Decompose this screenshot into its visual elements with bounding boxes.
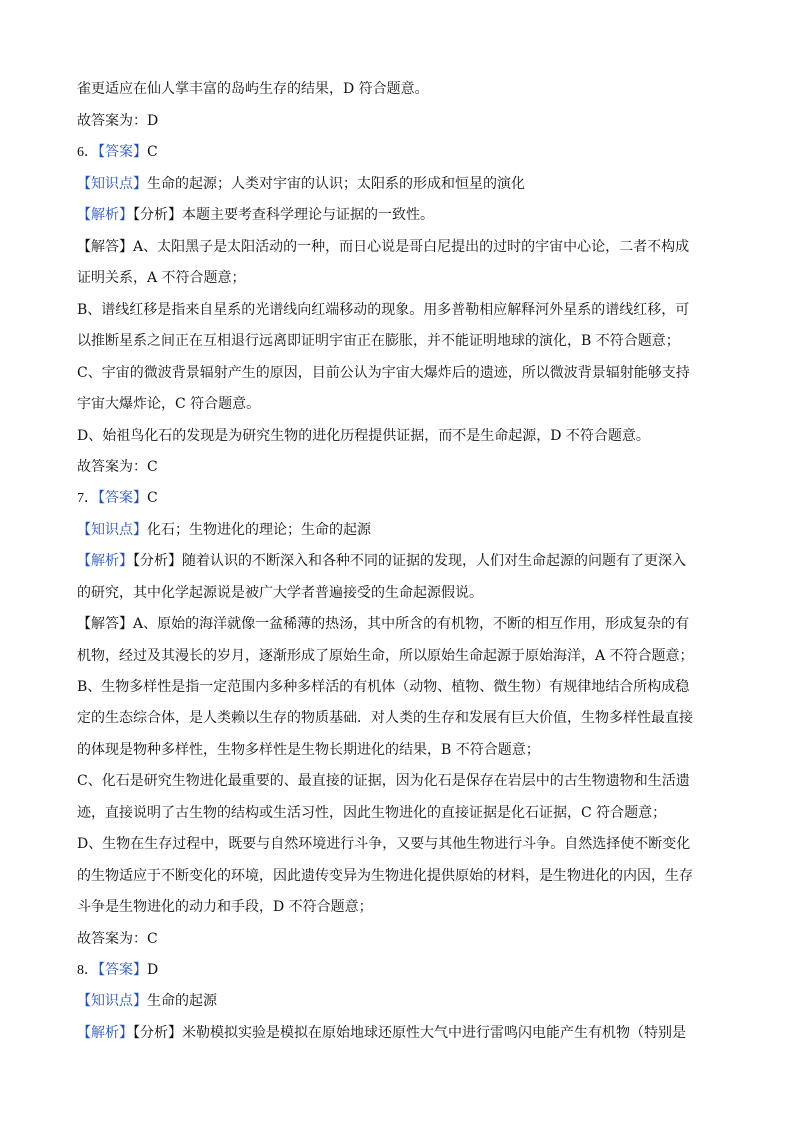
solution-tag: 【解答】 (77, 239, 133, 255)
text-line: B、生物多样性是指一定范围内多种多样活的有机体（动物、植物、微生物）有规律地结合所构成稳 (77, 679, 690, 695)
question-number: 8． (77, 963, 98, 978)
text-line: 的研究，其中化学起源说是被广大学者普遍接受的生命起源假说。 (77, 585, 483, 601)
text-line: B、谱线红移是指来自星系的光谱线向红端移动的现象。用多普勒相应解释河外星系的谱线红移，可 (77, 302, 690, 318)
answer-tag: 【答案】 (98, 962, 147, 978)
analysis-tag: 【解析】 (77, 553, 133, 569)
text-line: 以推断星系之间正在互相退行远离即证明宇宙正在膨胀，并不能证明地球的演化，B 不符合题意； (77, 333, 680, 349)
question-8-answer-line: 8．【答案】D (77, 962, 159, 978)
text-line: 宇宙大爆炸论，C 符合题意。 (77, 396, 261, 412)
analysis-sub-tag: 【分析】 (133, 1025, 182, 1041)
answer-tag: 【答案】 (98, 144, 147, 160)
question-number: 7． (77, 491, 98, 506)
text-line: 证明关系，A 不符合题意； (77, 270, 246, 286)
text-line: C、化石是研究生物进化最重要的、最直接的证据，因为化石是保存在岩层中的古生物遗物和生活遗 (77, 773, 690, 789)
text-line: 机物，经过及其漫长的岁月，逐渐形成了原始生命，所以原始生命起源于原始海洋，A 不符合题意； (77, 648, 694, 664)
text-line: 雀更适应在仙人掌丰富的岛屿生存的结果，D 符合题意。 (77, 81, 429, 97)
answer-line: 故答案为：D (77, 113, 159, 129)
analysis-line: 【解析】【分析】随着认识的不断深入和各种不同的证据的发现，人们对生命起源的问题有了更深入 (77, 553, 686, 569)
text-line: C、宇宙的微波背景辐射产生的原因，目前公认为宇宙大爆炸后的遗迹，所以微波背景辐射能够支持 (77, 365, 690, 381)
text-line: 迹，直接说明了古生物的结构或生活习性，因此生物进化的直接证据是化石证据，C 符合题意； (77, 805, 667, 821)
knowledge-tag: 【知识点】 (77, 522, 147, 538)
text-line: 定的生态综合体，是人类赖以生存的物质基础．对人类的生存和发展有巨大价值，生物多样性最直接 (77, 710, 693, 726)
analysis-sub-tag: 【分析】 (133, 553, 182, 569)
analysis-line: 【解析】【分析】本题主要考查科学理论与证据的一致性。 (77, 207, 434, 223)
analysis-sub-tag: 【分析】 (133, 207, 182, 223)
knowledge-point-line: 【知识点】化石；生物进化的理论；生命的起源 (77, 522, 371, 538)
knowledge-point-line: 【知识点】生命的起源 (77, 993, 217, 1009)
solution-tag: 【解答】 (77, 616, 133, 632)
solution-line: 【解答】A、原始的海洋就像一盆稀薄的热汤，其中所含的有机物，不断的相互作用，形成复杂的有 (77, 616, 690, 632)
text-line: 的体现是物种多样性，生物多样性是生物长期进化的结果，B 不符合题意； (77, 742, 540, 758)
knowledge-point-line: 【知识点】生命的起源；人类对宇宙的认识；太阳系的形成和恒星的演化 (77, 176, 525, 192)
solution-line: 【解答】A、太阳黑子是太阳活动的一种，而日心说是哥白尼提出的过时的宇宙中心论，二者不构成 (77, 239, 690, 255)
knowledge-tag: 【知识点】 (77, 176, 147, 192)
analysis-tag: 【解析】 (77, 1025, 133, 1041)
answer-line: 故答案为：C (77, 931, 158, 947)
question-6-answer-line: 6．【答案】C (77, 144, 158, 160)
answer-line: 故答案为：C (77, 459, 158, 475)
text-line: D、生物在生存过程中，既要与自然环境进行斗争，又要与其他生物进行斗争。自然选择使不断变化 (77, 836, 691, 852)
analysis-tag: 【解析】 (77, 207, 133, 223)
answer-tag: 【答案】 (98, 490, 147, 506)
question-number: 6． (77, 145, 98, 160)
question-7-answer-line: 7．【答案】C (77, 490, 158, 506)
knowledge-tag: 【知识点】 (77, 993, 147, 1009)
text-line: 的生物适应于不断变化的环境，因此遗传变异为生物进化提供原始的材料，是生物进化的内因，生存 (77, 868, 693, 884)
analysis-line: 【解析】【分析】米勒模拟实验是模拟在原始地球还原性大气中进行雷鸣闪电能产生有机物（特别是 (77, 1025, 686, 1041)
text-line: 斗争是生物进化的动力和手段，D 不符合题意； (77, 899, 373, 915)
text-line: D、始祖鸟化石的发现是为研究生物的进化历程提供证据，而不是生命起源，D 不符合题意。 (77, 428, 650, 444)
